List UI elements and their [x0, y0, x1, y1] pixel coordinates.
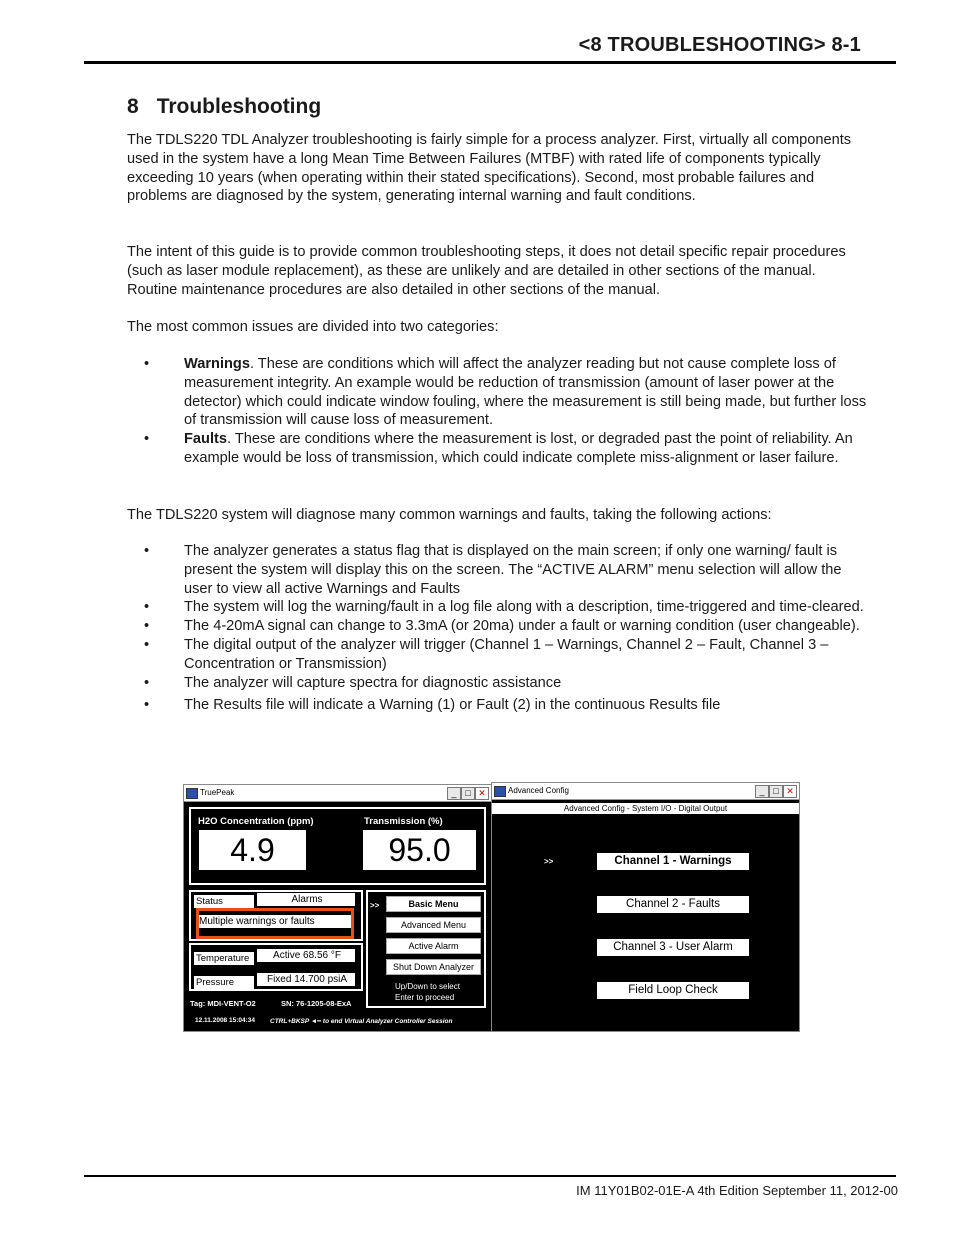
list-item: • The analyzer will capture spectra for diagnostic assistance [144, 674, 562, 691]
truepeak-screenshot [183, 784, 492, 1032]
highlight-box [196, 908, 354, 939]
maximize-icon[interactable]: □ [769, 785, 783, 798]
pressure-label: Pressure [194, 976, 254, 989]
list-item: • The system will log the warning/fault in a log file along with a description, time-triggered and time-cleared. [144, 599, 864, 616]
list-item: • The 4-20mA signal can change to 3.3mA (or 20ma) under a fault or warning condition (user changeable). [144, 618, 860, 635]
menu-active-alarm-button[interactable]: Active Alarm [386, 938, 481, 954]
list-item: • The analyzer generates a status flag that is displayed on the main screen; if only one warning/ fault is present the system will display this on the screen. The “ACTIVE ALARM” menu selection will allow the user to view all active Warnings and Faults [144, 543, 842, 597]
title-bar [184, 785, 491, 802]
intro-paragraph: The TDLS220 TDL Analyzer troubleshooting is fairly simple for a process analyzer. First, virtually all components used in the system have a long Mean Time Between Failures (MTBF) with rated life of components typically exceeding 10 years (when operating within their stated specifications). Second, most probable failures and problems are diagnosed by the system, generating internal warning and fault conditions. [127, 132, 852, 205]
footer-rule [84, 1175, 896, 1177]
menu-arrow: >> [370, 901, 380, 910]
config-header: Advanced Config - System I/O - Digital Output [492, 803, 799, 814]
window-title: Advanced Config [508, 786, 569, 795]
list-item: • The Results file will indicate a Warning (1) or Fault (2) in the continuous Results file [144, 697, 721, 714]
maximize-icon[interactable]: □ [461, 787, 475, 800]
serial-text: SN: 76-1205-08-ExA [281, 999, 352, 1008]
channel-2-button[interactable]: Channel 2 - Faults [597, 896, 749, 913]
transmission-value: 95.0 [363, 830, 476, 870]
section-title: Troubleshooting [156, 95, 322, 118]
status-label: Status [194, 895, 254, 908]
section-heading [127, 95, 321, 119]
bullet: • [144, 431, 150, 448]
term-faults: Faults [184, 431, 227, 448]
advanced-config-screenshot [491, 782, 800, 1032]
minimize-icon[interactable]: _ [447, 787, 461, 800]
footer-text: IM 11Y01B02-01E-A 4th Edition September 11, 2012-00 [576, 1183, 898, 1198]
transmission-label: Transmission (%) [364, 816, 443, 827]
h2o-label: H2O Concentration (ppm) [198, 816, 314, 827]
bullet: • [144, 356, 150, 372]
categories-list [127, 355, 867, 468]
list-item: • Faults. These are conditions where the measurement is lost, or degraded past the point of reliability. An example would be loss of transmission, which could indicate complete miss-alignment or laser failure. [144, 431, 853, 466]
menu-basic-button[interactable]: Basic Menu [386, 896, 481, 912]
temperature-value: Active 68.56 °F [257, 949, 355, 962]
list-item: • The digital output of the analyzer will trigger (Channel 1 – Warnings, Channel 2 – Fault, Channel 3 – Concentration or Transmission) [144, 636, 829, 672]
running-header: <8 TROUBLESHOOTING> 8-1 [578, 34, 861, 56]
datetime-text: 12.11.2008 15:04:34 [195, 1017, 255, 1024]
channel-3-button[interactable]: Channel 3 - User Alarm [597, 939, 749, 956]
menu-advanced-button[interactable]: Advanced Menu [386, 917, 481, 933]
tag-text: Tag: MDI-VENT-O2 [190, 999, 256, 1008]
field-loop-check-button[interactable]: Field Loop Check [597, 982, 749, 999]
menu-shutdown-button[interactable]: Shut Down Analyzer [386, 959, 481, 975]
term-warnings: Warnings [184, 356, 250, 372]
app-icon [186, 788, 198, 799]
temperature-label: Temperature [194, 952, 254, 965]
title-bar [492, 783, 799, 800]
minimize-icon[interactable]: _ [755, 785, 769, 798]
channel-1-button[interactable]: Channel 1 - Warnings [597, 853, 749, 870]
ctrl-hint: CTRL+BKSP ◄━ to end Virtual Analyzer Controller Session [270, 1018, 453, 1025]
app-icon [494, 786, 506, 797]
actions-intro: The TDLS220 system will diagnose many common warnings and faults, taking the following actions: [127, 507, 772, 523]
actions-list [127, 542, 867, 715]
categories-intro: The most common issues are divided into two categories: [127, 319, 499, 335]
h2o-value: 4.9 [199, 830, 306, 870]
intent-paragraph: The intent of this guide is to provide common troubleshooting steps, it does not detail specific repair procedures (such as laser module replacement), as these are unlikely and are detailed in other sections of the manual. Routine maintenance procedures are also detailed in other sections of the manual. [127, 244, 846, 298]
channel-arrow: >> [544, 857, 554, 866]
hint-select: Up/Down to select [395, 982, 460, 991]
close-icon[interactable]: ✕ [475, 787, 489, 800]
list-item: • Warnings. These are conditions which will affect the analyzer reading but not cause complete loss of measurement integrity. An example would be reduction of transmission (amount of laser power at the detector) which could indicate window fouling, where the measurement is still being made, but further loss of transmission will cause loss of measurement. [144, 356, 867, 429]
window-title: TruePeak [200, 788, 235, 797]
status-message: Multiple warnings or faults [197, 915, 354, 928]
pressure-value: Fixed 14.700 psiA [257, 973, 355, 986]
header-rule [84, 61, 896, 64]
hint-proceed: Enter to proceed [395, 993, 455, 1002]
status-value: Alarms [257, 893, 355, 906]
close-icon[interactable]: ✕ [783, 785, 797, 798]
section-number: 8 [127, 95, 139, 118]
